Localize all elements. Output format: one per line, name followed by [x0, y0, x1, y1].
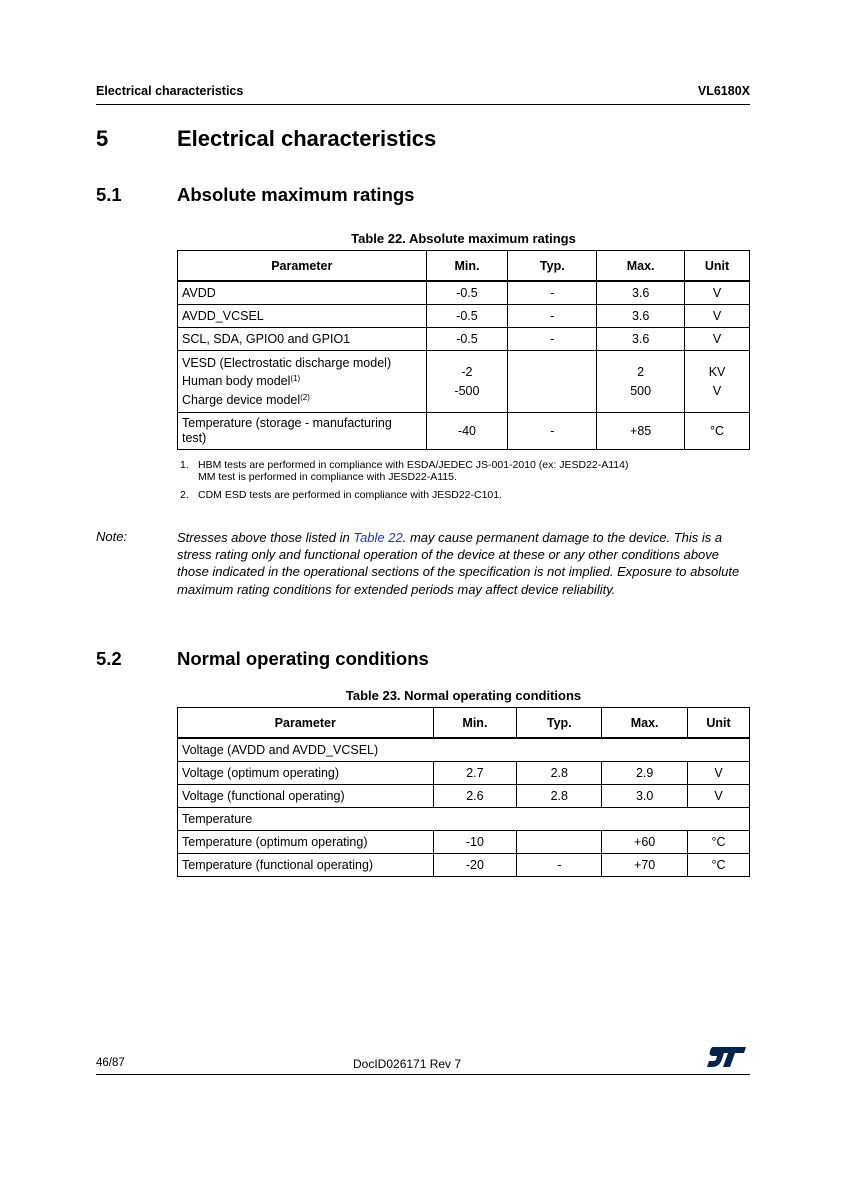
cell-typ: -: [508, 413, 597, 450]
column-header: Typ.: [517, 708, 602, 739]
column-header: Max.: [597, 251, 685, 282]
cell-typ: [508, 351, 597, 413]
footnote-number: 1.: [180, 459, 189, 471]
cell-typ: -: [508, 305, 597, 328]
cell-min: -20: [433, 854, 517, 877]
cell-unit: °C: [688, 854, 750, 877]
value-line: KV: [708, 364, 726, 379]
cell-max: 3.0: [602, 785, 688, 808]
column-header: Min.: [426, 251, 508, 282]
running-header-product: VL6180X: [697, 84, 750, 98]
cell-max: +70: [602, 854, 688, 877]
cell-unit: V: [685, 328, 750, 351]
value-line: -500: [454, 383, 480, 398]
footnote-ref: (1): [290, 374, 301, 384]
absolute-max-ratings-table: [177, 250, 750, 450]
cell-parameter: AVDD: [178, 281, 427, 305]
table-row: [178, 281, 750, 305]
cell-typ: 2.8: [517, 762, 602, 785]
cell-max: 3.6: [597, 305, 685, 328]
cell-parameter: [178, 413, 427, 450]
column-header: Parameter: [178, 708, 434, 739]
table-row: [178, 305, 750, 328]
cell-typ: 2.8: [517, 785, 602, 808]
column-header: Unit: [685, 251, 750, 282]
cell-max: +60: [602, 831, 688, 854]
value-line: -2: [461, 364, 473, 379]
section-title: Absolute maximum ratings: [177, 184, 415, 205]
table-group-row: [178, 808, 750, 831]
cell-typ: -: [517, 854, 602, 877]
column-header: Unit: [688, 708, 750, 739]
cell-min: -0.5: [426, 305, 508, 328]
value-line: 500: [630, 383, 652, 398]
table-row: [178, 328, 750, 351]
cell-min: [426, 351, 508, 413]
chapter-number: 5: [96, 126, 109, 151]
cell-max: 2.9: [602, 762, 688, 785]
parameter-line: VESD (Electrostatic discharge model): [182, 355, 392, 370]
cell-unit: V: [685, 281, 750, 305]
cell-max: 3.6: [597, 328, 685, 351]
note-text-end: . may cause permanent damage to the device. This is a stress rating only and functional operation of the device at these or any other conditions above those indicated in the operational sections of the specification is not implied. Exposure to absolute maximum rating conditions for extended periods may affect device reliability.: [177, 530, 740, 597]
section-number: 5.1: [96, 184, 122, 205]
group-label: Voltage (AVDD and AVDD_VCSEL): [178, 738, 750, 762]
cell-min: 2.7: [433, 762, 517, 785]
footnote-text: MM test is performed in compliance with JESD22-A115.: [198, 471, 457, 483]
parameter-line: test): [182, 431, 207, 445]
parameter-line: [182, 372, 422, 391]
cell-unit: V: [688, 762, 750, 785]
cell-unit: V: [688, 785, 750, 808]
note-text-start: Stresses above those listed in: [177, 530, 354, 545]
document-id: DocID026171 Rev 7: [353, 1057, 462, 1071]
cell-typ: -: [508, 328, 597, 351]
group-label: Temperature: [178, 808, 750, 831]
parameter-line: Temperature (storage - manufacturing: [182, 416, 392, 430]
cell-min: -10: [433, 831, 517, 854]
cell-typ: [517, 831, 602, 854]
note-label: Note:: [96, 529, 128, 544]
section-title: Normal operating conditions: [177, 648, 429, 669]
cell-parameter: Voltage (functional operating): [178, 785, 434, 808]
cell-typ: -: [508, 281, 597, 305]
cell-parameter: Temperature (functional operating): [178, 854, 434, 877]
cell-min: -0.5: [426, 281, 508, 305]
value-line: 2: [637, 364, 645, 379]
cell-parameter: AVDD_VCSEL: [178, 305, 427, 328]
footer-rule: [96, 1074, 750, 1075]
normal-operating-conditions-table: [177, 707, 750, 877]
column-header: Typ.: [508, 251, 597, 282]
cell-min: -40: [426, 413, 508, 450]
cell-unit: °C: [685, 413, 750, 450]
st-logo-icon: [707, 1046, 747, 1068]
cell-max: 3.6: [597, 281, 685, 305]
cell-parameter: Voltage (optimum operating): [178, 762, 434, 785]
parameter-text: Charge device model: [182, 392, 301, 407]
cell-parameter: Temperature (optimum operating): [178, 831, 434, 854]
cell-max: [597, 351, 685, 413]
footnote-number: 2.: [180, 489, 189, 501]
column-header: Min.: [433, 708, 517, 739]
table-row: [178, 351, 750, 413]
cell-min: -0.5: [426, 328, 508, 351]
table-row: [178, 413, 750, 450]
cell-unit: [685, 351, 750, 413]
table-group-row: [178, 738, 750, 762]
footnote-ref: (2): [300, 392, 310, 402]
column-header: Parameter: [178, 251, 427, 282]
note-text: [177, 529, 752, 598]
cell-min: 2.6: [433, 785, 517, 808]
table-row: [178, 762, 750, 785]
cell-unit: °C: [688, 831, 750, 854]
cell-max: +85: [597, 413, 685, 450]
cell-parameter: [178, 351, 427, 413]
table-caption: Table 23. Normal operating conditions: [345, 688, 582, 703]
table-row: [178, 831, 750, 854]
table-header-row: [178, 708, 750, 739]
page-number: 46/87: [96, 1057, 125, 1069]
footnote-text: HBM tests are performed in compliance with ESDA/JEDEC JS-001-2010 (ex: JESD22-A114): [198, 459, 629, 471]
column-header: Max.: [602, 708, 688, 739]
table-22-link[interactable]: Table 22: [353, 530, 403, 545]
table-row: [178, 785, 750, 808]
value-line: V: [712, 383, 722, 398]
section-number: 5.2: [96, 648, 122, 669]
table-caption: Table 22. Absolute maximum ratings: [351, 231, 576, 246]
cell-unit: V: [685, 305, 750, 328]
table-row: [178, 854, 750, 877]
running-header-title: Electrical characteristics: [96, 84, 244, 98]
table-header-row: [178, 251, 750, 282]
chapter-title: Electrical characteristics: [177, 126, 437, 151]
parameter-line: [182, 391, 422, 410]
parameter-text: Human body model: [182, 374, 291, 389]
header-rule: [96, 104, 750, 105]
cell-parameter: SCL, SDA, GPIO0 and GPIO1: [178, 328, 427, 351]
footnote-text: CDM ESD tests are performed in compliance with JESD22-C101.: [198, 489, 503, 501]
